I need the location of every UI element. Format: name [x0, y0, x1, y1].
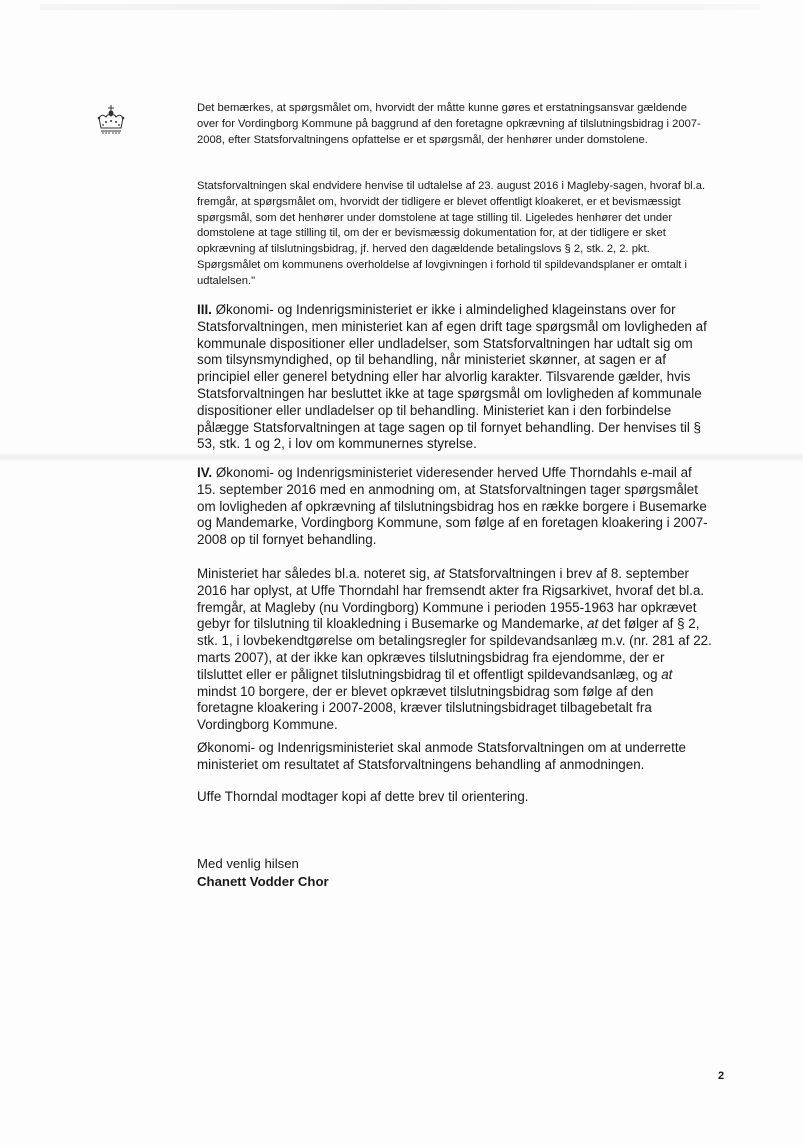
- noted-part-1: Ministeriet har således bl.a. noteret sig,: [197, 566, 434, 581]
- section-4: [197, 465, 712, 549]
- noted-part-3: det følger af § 2, stk. 1, i lovbekendtgørelse om betalingsregler for spildevandsanlæg m.v. (nr. 281 af 22. marts 2007), at der ikke kan opkræves tilslutningsbidrag fra ejendomme, der er tilsluttet eller er pålignet tilslutningsbidrag til et offentligt spildevandsanlæg, og: [197, 616, 712, 682]
- section-4-paragraph: [197, 465, 712, 549]
- noted-emphasis-2: at: [587, 616, 599, 632]
- noted-emphasis-1: at: [433, 566, 445, 581]
- section-3: [197, 302, 712, 453]
- quote-paragraph-2: [197, 179, 709, 290]
- quote-paragraph-2-text: Statsforvaltningen skal endvidere henvise til udtalelse af 23. august 2016 i Magleby-sagen, hvoraf bl.a. fremgår, at spørgsmålet om, hvorvidt der tidligere er blevet offentligt kloakeret, er et bevismæssigt spørgsmål, som det henhører under domstolene at tage stilling til. Ligeledes henhører det under domstolene at tage stilling til, om der er bevismæssig dokumentation for, at der tidligere er sket opkrævning af tilslutningsbidrag, jf. herved den dagældende betalingslovs § 2, stk. 2, 2. pkt. Spørgsmålet om kommunens overholdelse af lovgivningen i forhold til spildevandsplaner er omtalt i udtalelsen.": [197, 180, 706, 287]
- noted-part-2: Statsforvaltningen i brev af 8. september 2016 har oplyst, at Uffe Thorndahl har fremsendt akter fra Rigsarkivet, hvoraf det bl.a. fremgår, at Magleby (nu Vordingborg) Kommune i perioden 1955-1963 har opkrævet gebyr for tilslutning til kloakledning i Busemarke og Mandemarke,: [197, 566, 705, 632]
- scan-artifact-band: [0, 452, 803, 462]
- scan-artifact: [40, 4, 760, 10]
- copy-paragraph: [197, 789, 712, 806]
- royal-crown-icon: [94, 104, 128, 138]
- page-number: 2: [718, 1070, 725, 1082]
- section-4-text: Økonomi- og Indenrigsministeriet videresender herved Uffe Thorndahls e-mail af 15. september 2016 med en anmodning om, at Statsforvaltningen tager spørgsmålet om lovligheden af opkrævning af tilslutningsbidrag hos en række borgere i Busemarke og Mandemarke, Vordingborg Kommune, som følge af en foretagen kloakering i 2007-2008 op til fornyet behandling.: [197, 465, 708, 548]
- copy-paragraph-text: Uffe Thorndal modtager kopi af dette brev til orientering.: [197, 789, 529, 804]
- closing-text: Med venlig hilsen: [197, 856, 299, 871]
- request-paragraph: [197, 740, 712, 774]
- section-3-text: Økonomi- og Indenrigsministeriet er ikke i almindelighed klageinstans over for Statsforvaltningen, men ministeriet kan af egen drift tage spørgsmål om lovligheden af kommunale dispositioner eller undladelser, som Statsforvaltningen har udtalt sig om som tilsynsmyndighed, op til behandling, når ministeriet skønner, at sagen er af principiel eller generel betydning eller har alvorlig karakter. Tilsvarende gælder, hvis Statsforvaltningen har besluttet ikke at tage spørgsmål om lovligheden af kommunale dispositioner eller undladelser op til behandling. Ministeriet kan i den forbindelse pålægge Statsforvaltningen at tage sagen op til fornyet behandling. Der henvises til § 53, stk. 1 og 2, i lov om kommunernes styrelse.: [197, 302, 707, 452]
- noted-part-4: mindst 10 borgere, der er blevet opkrævet tilslutningsbidrag som følge af den foretagne kloakering i 2007-2008, kræver tilslutningsbidraget tilbagebetalt fra Vordingborg Kommune.: [197, 683, 654, 733]
- request-paragraph-text: Økonomi- og Indenrigsministeriet skal anmode Statsforvaltningen om at underrette ministeriet om resultatet af Statsforvaltningens behandling af anmodningen.: [197, 740, 687, 772]
- noted-paragraph-text: [197, 566, 712, 734]
- signoff: [197, 855, 597, 891]
- signer-name: Chanett Vodder Chor: [197, 874, 329, 889]
- section-3-number: III.: [197, 302, 212, 317]
- section-3-paragraph: [197, 302, 712, 453]
- noted-emphasis-3: at: [661, 666, 673, 682]
- section-4-number: IV.: [197, 465, 213, 480]
- noted-paragraph: [197, 566, 712, 734]
- quote-paragraph-1: [197, 101, 709, 148]
- quote-paragraph-1-text: Det bemærkes, at spørgsmålet om, hvorvidt der måtte kunne gøres et erstatningsansvar gældende over for Vordingborg Kommune på baggrund af den foretagne opkrævning af tilslutningsbidrag i 2007-2008, efter Statsforvaltningens opfattelse er et spørgsmål, der henhører under domstolene.: [197, 102, 701, 146]
